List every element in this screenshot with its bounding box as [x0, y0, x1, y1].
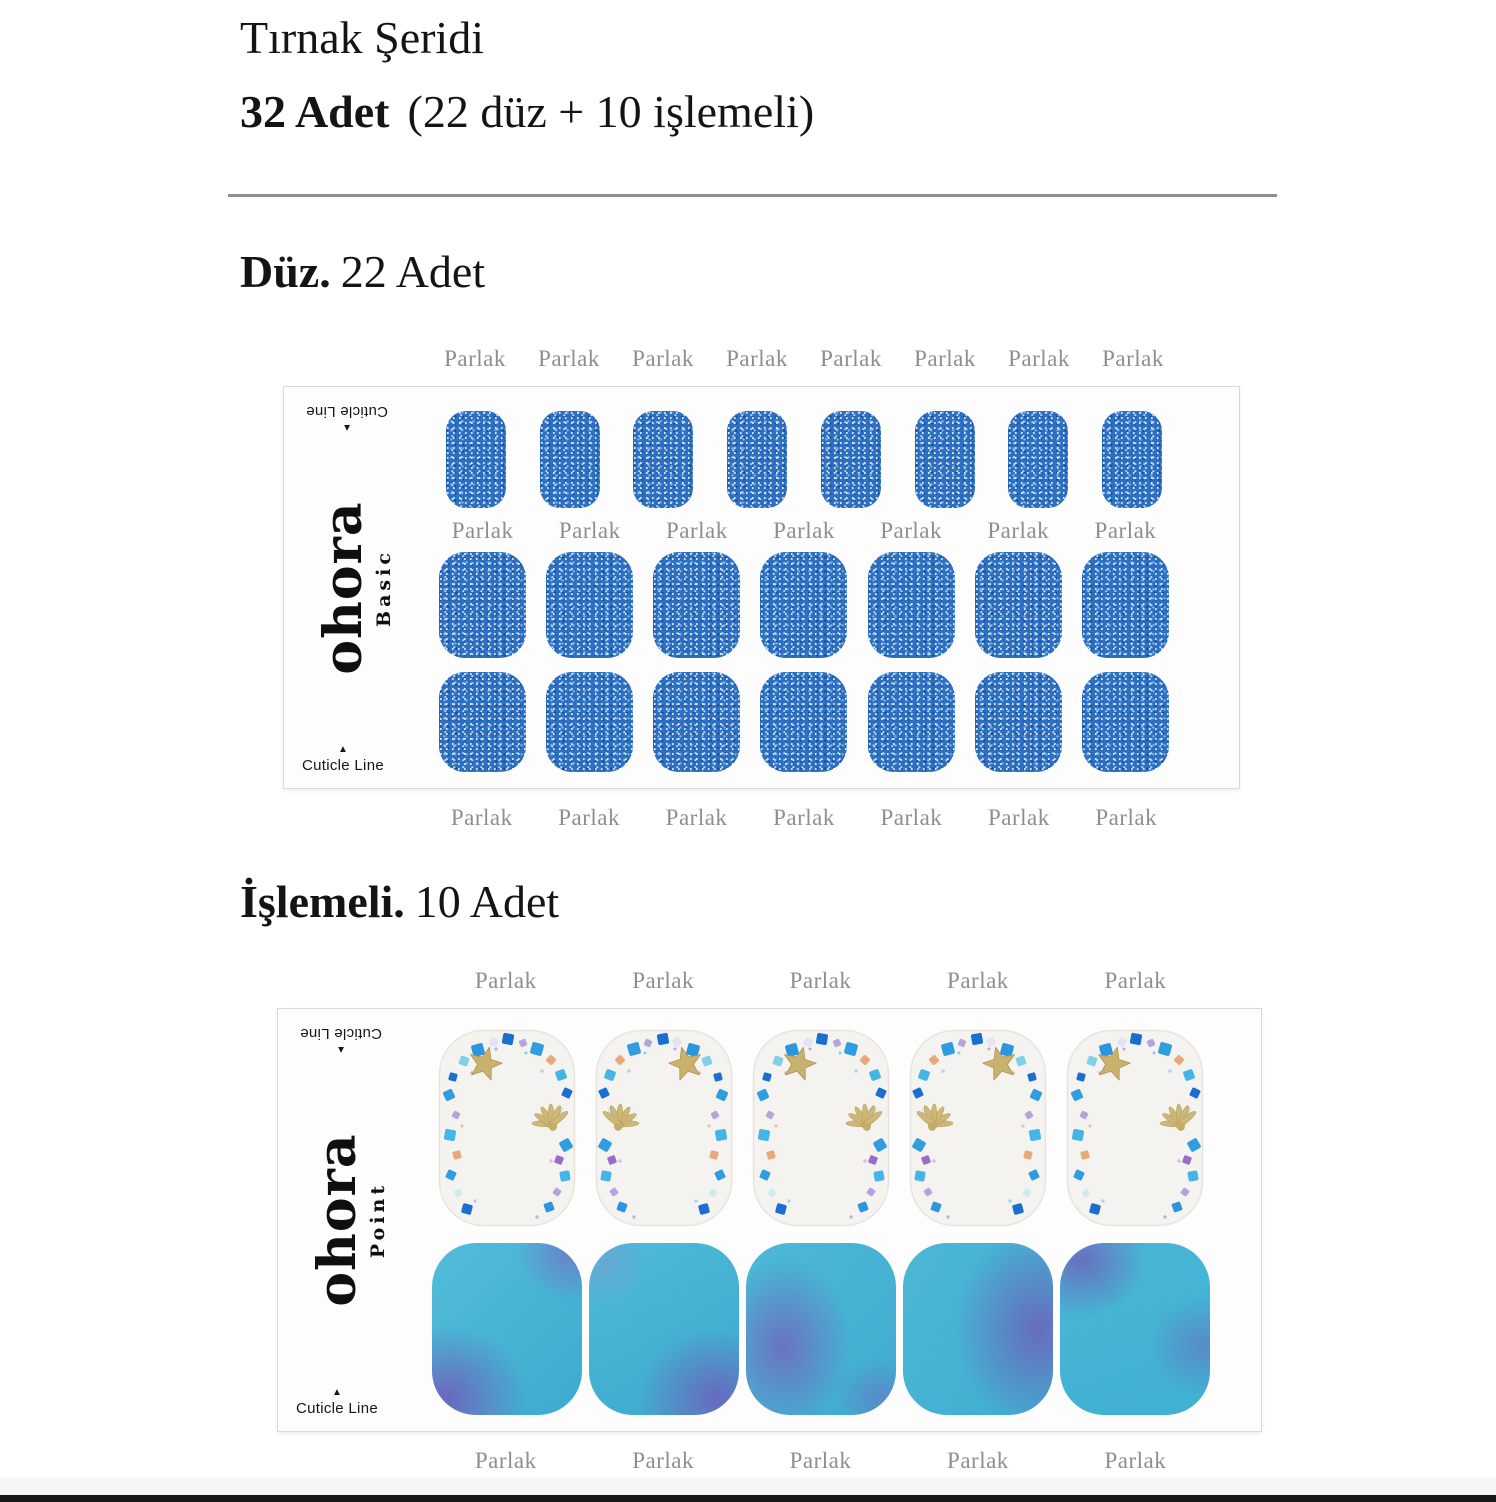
glitter-nail [1008, 411, 1068, 508]
shine-label: Parlak [1094, 518, 1157, 543]
shine-labels-bottom [428, 805, 1180, 831]
glitter-nail [439, 672, 526, 772]
brand-logo-point [307, 1100, 389, 1340]
shine-label: Parlak [773, 805, 835, 830]
shine-label: Parlak [947, 968, 1009, 993]
count-breakdown: (22 düz + 10 işlemeli) [407, 86, 815, 137]
shine-label: Parlak [789, 1448, 852, 1473]
cuticle-line-top [306, 403, 388, 432]
arrow-up-icon: ▲ [336, 1044, 346, 1055]
nail-cell [742, 1029, 899, 1227]
gradient-nail [1060, 1243, 1210, 1415]
page-title: Tırnak Şeridi [240, 12, 484, 63]
nail-cell [965, 552, 1072, 658]
nail-row-1 [429, 411, 1179, 508]
decorated-nail [595, 1029, 733, 1227]
nail-cell [523, 411, 617, 508]
nail-cell [992, 411, 1086, 508]
nail-cell [428, 1243, 585, 1415]
piece-count-line [240, 84, 814, 140]
shine-label: Parlak [987, 518, 1050, 543]
divider-line [228, 194, 1277, 197]
decorated-nail [1066, 1029, 1204, 1227]
shine-label: Parlak [1008, 346, 1070, 371]
nail-cell [536, 552, 643, 658]
nail-cell [750, 552, 857, 658]
shine-labels-top [428, 346, 1180, 372]
brand-line-name: Basic [373, 548, 395, 627]
shine-label: Parlak [665, 518, 728, 543]
decorated-nail [909, 1029, 1047, 1227]
nail-cell [899, 1243, 1056, 1415]
glitter-nail [653, 552, 740, 658]
glitter-nail [446, 411, 506, 508]
section-flat-name: Düz. [240, 246, 331, 297]
glitter-nail [439, 552, 526, 658]
point-sheet [277, 968, 1262, 1474]
glitter-nail [868, 672, 955, 772]
count-total: 32 Adet [240, 86, 390, 137]
nail-cell [750, 672, 857, 772]
shine-label: Parlak [820, 346, 882, 371]
brand-line-name: Point [367, 1181, 389, 1259]
shine-label: Parlak [558, 805, 621, 830]
section-flat-count: 22 Adet [340, 246, 486, 297]
glitter-nail [760, 552, 847, 658]
shine-label: Parlak [947, 1448, 1009, 1473]
bottom-band [0, 1477, 1496, 1495]
brand-logo-basic [313, 468, 395, 708]
glitter-nail [975, 552, 1062, 658]
arrow-up-icon: ▲ [332, 1387, 342, 1398]
section-decorated-count: 10 Adet [414, 876, 560, 927]
glitter-nail [540, 411, 600, 508]
nail-row-2 [429, 552, 1179, 658]
nail-cell [858, 552, 965, 658]
gradient-nail-row [428, 1243, 1213, 1415]
shine-label: Parlak [1095, 805, 1158, 830]
shine-label: Parlak [880, 518, 943, 543]
shine-label: Parlak [474, 968, 537, 993]
shine-label: Parlak [444, 346, 506, 371]
glitter-nail [868, 552, 955, 658]
cuticle-line-label: Cuticle Line [296, 1400, 378, 1417]
shine-label: Parlak [914, 346, 976, 371]
nail-cell [858, 672, 965, 772]
basic-sheet [283, 346, 1240, 831]
shine-labels-bottom [427, 1448, 1214, 1474]
glitter-nail [760, 672, 847, 772]
cuticle-line-bottom [302, 745, 384, 774]
nail-cell [898, 411, 992, 508]
cuticle-line-bottom [296, 1388, 378, 1417]
shine-label: Parlak [450, 805, 513, 830]
shine-labels-middle [429, 518, 1179, 544]
shine-label: Parlak [1102, 346, 1164, 371]
arrow-up-icon: ▲ [338, 744, 348, 755]
glitter-nail [653, 672, 740, 772]
nail-cell [643, 552, 750, 658]
glitter-nail [1102, 411, 1162, 508]
shine-label: Parlak [880, 805, 943, 830]
gradient-nail [746, 1243, 896, 1415]
nail-cell [585, 1029, 742, 1227]
shine-label: Parlak [665, 805, 728, 830]
nail-cell [585, 1243, 742, 1415]
gradient-nail [589, 1243, 739, 1415]
shine-label: Parlak [558, 518, 621, 543]
cuticle-line-label: Cuticle Line [306, 403, 388, 420]
gradient-nail [903, 1243, 1053, 1415]
shine-labels-top [427, 968, 1214, 994]
shine-label: Parlak [632, 1448, 694, 1473]
nail-cell [1056, 1243, 1213, 1415]
glitter-nail [975, 672, 1062, 772]
nail-cell [429, 411, 523, 508]
glitter-nail [1082, 552, 1169, 658]
shine-label: Parlak [773, 518, 835, 543]
section-heading-flat [240, 246, 485, 298]
cuticle-line-top [300, 1025, 382, 1054]
nail-cell [1056, 1029, 1213, 1227]
shine-label: Parlak [987, 805, 1050, 830]
shine-label: Parlak [1104, 968, 1167, 993]
glitter-nail [821, 411, 881, 508]
nail-cell [429, 672, 536, 772]
glitter-nail [633, 411, 693, 508]
nail-cell [804, 411, 898, 508]
shine-label: Parlak [474, 1448, 537, 1473]
arrow-up-icon: ▲ [342, 422, 352, 433]
nail-row-3 [429, 672, 1179, 772]
shine-label: Parlak [632, 346, 694, 371]
point-nail-card [277, 1008, 1262, 1432]
nail-cell [536, 672, 643, 772]
section-heading-decorated [240, 876, 559, 928]
nail-cell [617, 411, 711, 508]
nail-cell [742, 1243, 899, 1415]
nail-cell [428, 1029, 585, 1227]
nail-cell [429, 552, 536, 658]
glitter-nail [915, 411, 975, 508]
shine-label: Parlak [1104, 1448, 1167, 1473]
nail-cell [710, 411, 804, 508]
glitter-nail [727, 411, 787, 508]
shine-label: Parlak [538, 346, 600, 371]
nail-cell [1072, 552, 1179, 658]
shine-label: Parlak [726, 346, 788, 371]
title-block [240, 10, 814, 140]
brand-name: ohora [307, 1133, 368, 1307]
nail-cell [643, 672, 750, 772]
glitter-nail [1082, 672, 1169, 772]
glitter-nail [546, 672, 633, 772]
nail-cell [1085, 411, 1179, 508]
shine-label: Parlak [789, 968, 852, 993]
nail-cell [965, 672, 1072, 772]
nail-cell [899, 1029, 1056, 1227]
gradient-nail [432, 1243, 582, 1415]
brand-name: ohora [313, 500, 374, 675]
basic-nail-card [283, 386, 1240, 789]
cuticle-line-label: Cuticle Line [300, 1025, 382, 1042]
section-decorated-name: İşlemeli. [240, 876, 405, 927]
decorated-nail-row [428, 1029, 1213, 1227]
decorated-nail [752, 1029, 890, 1227]
cuticle-line-label: Cuticle Line [302, 757, 384, 774]
decorated-nail [438, 1029, 576, 1227]
shine-label: Parlak [632, 968, 694, 993]
glitter-nail [546, 552, 633, 658]
shine-label: Parlak [451, 518, 514, 543]
nail-cell [1072, 672, 1179, 772]
bottom-bar [0, 1495, 1496, 1502]
